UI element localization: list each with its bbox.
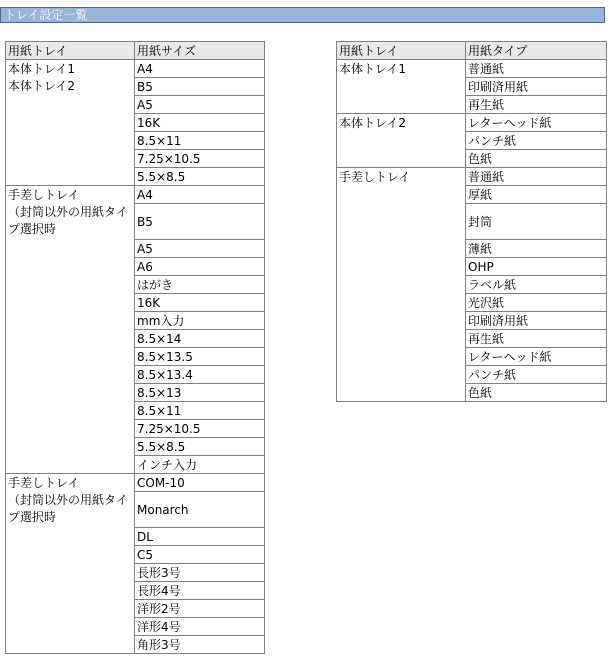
paper-type-cell: 印刷済用紙 <box>466 78 607 96</box>
tray-cell: 本体トレイ2 <box>337 114 466 168</box>
paper-type-cell: レターヘッド紙 <box>466 114 607 132</box>
tray-cell: 手差しトレイ <box>337 168 466 402</box>
page-title: トレイ設定一覧 <box>0 7 605 23</box>
paper-type-cell: 再生紙 <box>466 330 607 348</box>
paper-type-cell: 普通紙 <box>466 60 607 78</box>
table-row <box>6 474 265 492</box>
paper-type-cell: パンチ紙 <box>466 132 607 150</box>
paper-size-cell: A6 <box>135 258 265 276</box>
type-table-header-type: 用紙タイプ <box>466 42 607 60</box>
paper-type-cell: OHP <box>466 258 607 276</box>
table-row <box>337 60 607 78</box>
paper-size-cell: 洋形4号 <box>135 618 265 636</box>
tray-cell: 手差しトレイ （封筒以外の用紙タイプ選択時 <box>6 186 135 474</box>
paper-size-cell: 8.5×11 <box>135 402 265 420</box>
paper-size-cell: A4 <box>135 186 265 204</box>
paper-size-cell: 8.5×11 <box>135 132 265 150</box>
table-row <box>337 168 607 186</box>
paper-size-cell: 8.5×14 <box>135 330 265 348</box>
paper-size-cell: 長形4号 <box>135 582 265 600</box>
paper-size-cell: 16K <box>135 114 265 132</box>
tray-cell: 手差しトレイ （封筒以外の用紙タイプ選択時 <box>6 474 135 654</box>
table-row <box>6 186 265 204</box>
paper-size-cell: 5.5×8.5 <box>135 438 265 456</box>
paper-size-cell: 8.5×13.4 <box>135 366 265 384</box>
paper-size-cell: 7.25×10.5 <box>135 420 265 438</box>
size-table-header-tray: 用紙トレイ <box>6 42 135 60</box>
type-table-header-tray: 用紙トレイ <box>337 42 466 60</box>
paper-size-cell: はがき <box>135 276 265 294</box>
paper-size-cell: DL <box>135 528 265 546</box>
paper-size-cell: 7.25×10.5 <box>135 150 265 168</box>
paper-size-cell: A4 <box>135 60 265 78</box>
tray-cell: 本体トレイ1 本体トレイ2 <box>6 60 135 186</box>
paper-type-cell: レターヘッド紙 <box>466 348 607 366</box>
paper-size-table <box>5 41 265 654</box>
paper-size-cell: 5.5×8.5 <box>135 168 265 186</box>
table-row <box>337 114 607 132</box>
paper-type-cell: 薄紙 <box>466 240 607 258</box>
paper-type-table <box>336 41 607 402</box>
paper-size-cell: 角形3号 <box>135 636 265 654</box>
paper-type-cell: 色紙 <box>466 150 607 168</box>
paper-size-cell: COM-10 <box>135 474 265 492</box>
paper-type-cell: 再生紙 <box>466 96 607 114</box>
paper-type-cell: パンチ紙 <box>466 366 607 384</box>
table-row <box>6 60 265 78</box>
paper-type-cell: 厚紙 <box>466 186 607 204</box>
paper-type-cell: 封筒 <box>466 204 607 240</box>
paper-size-cell: A5 <box>135 96 265 114</box>
paper-type-cell: 印刷済用紙 <box>466 312 607 330</box>
paper-size-cell: 8.5×13.5 <box>135 348 265 366</box>
paper-size-cell: 16K <box>135 294 265 312</box>
paper-type-cell: ラベル紙 <box>466 276 607 294</box>
paper-size-cell: C5 <box>135 546 265 564</box>
paper-size-cell: インチ入力 <box>135 456 265 474</box>
paper-size-cell: 洋形2号 <box>135 600 265 618</box>
paper-size-cell: A5 <box>135 240 265 258</box>
paper-size-cell: mm入力 <box>135 312 265 330</box>
paper-size-cell: B5 <box>135 204 265 240</box>
paper-type-cell: 光沢紙 <box>466 294 607 312</box>
paper-size-cell: Monarch <box>135 492 265 528</box>
paper-type-cell: 色紙 <box>466 384 607 402</box>
paper-type-cell: 普通紙 <box>466 168 607 186</box>
paper-size-cell: 長形3号 <box>135 564 265 582</box>
tray-cell: 本体トレイ1 <box>337 60 466 114</box>
paper-size-cell: 8.5×13 <box>135 384 265 402</box>
paper-size-cell: B5 <box>135 78 265 96</box>
size-table-header-size: 用紙サイズ <box>135 42 265 60</box>
